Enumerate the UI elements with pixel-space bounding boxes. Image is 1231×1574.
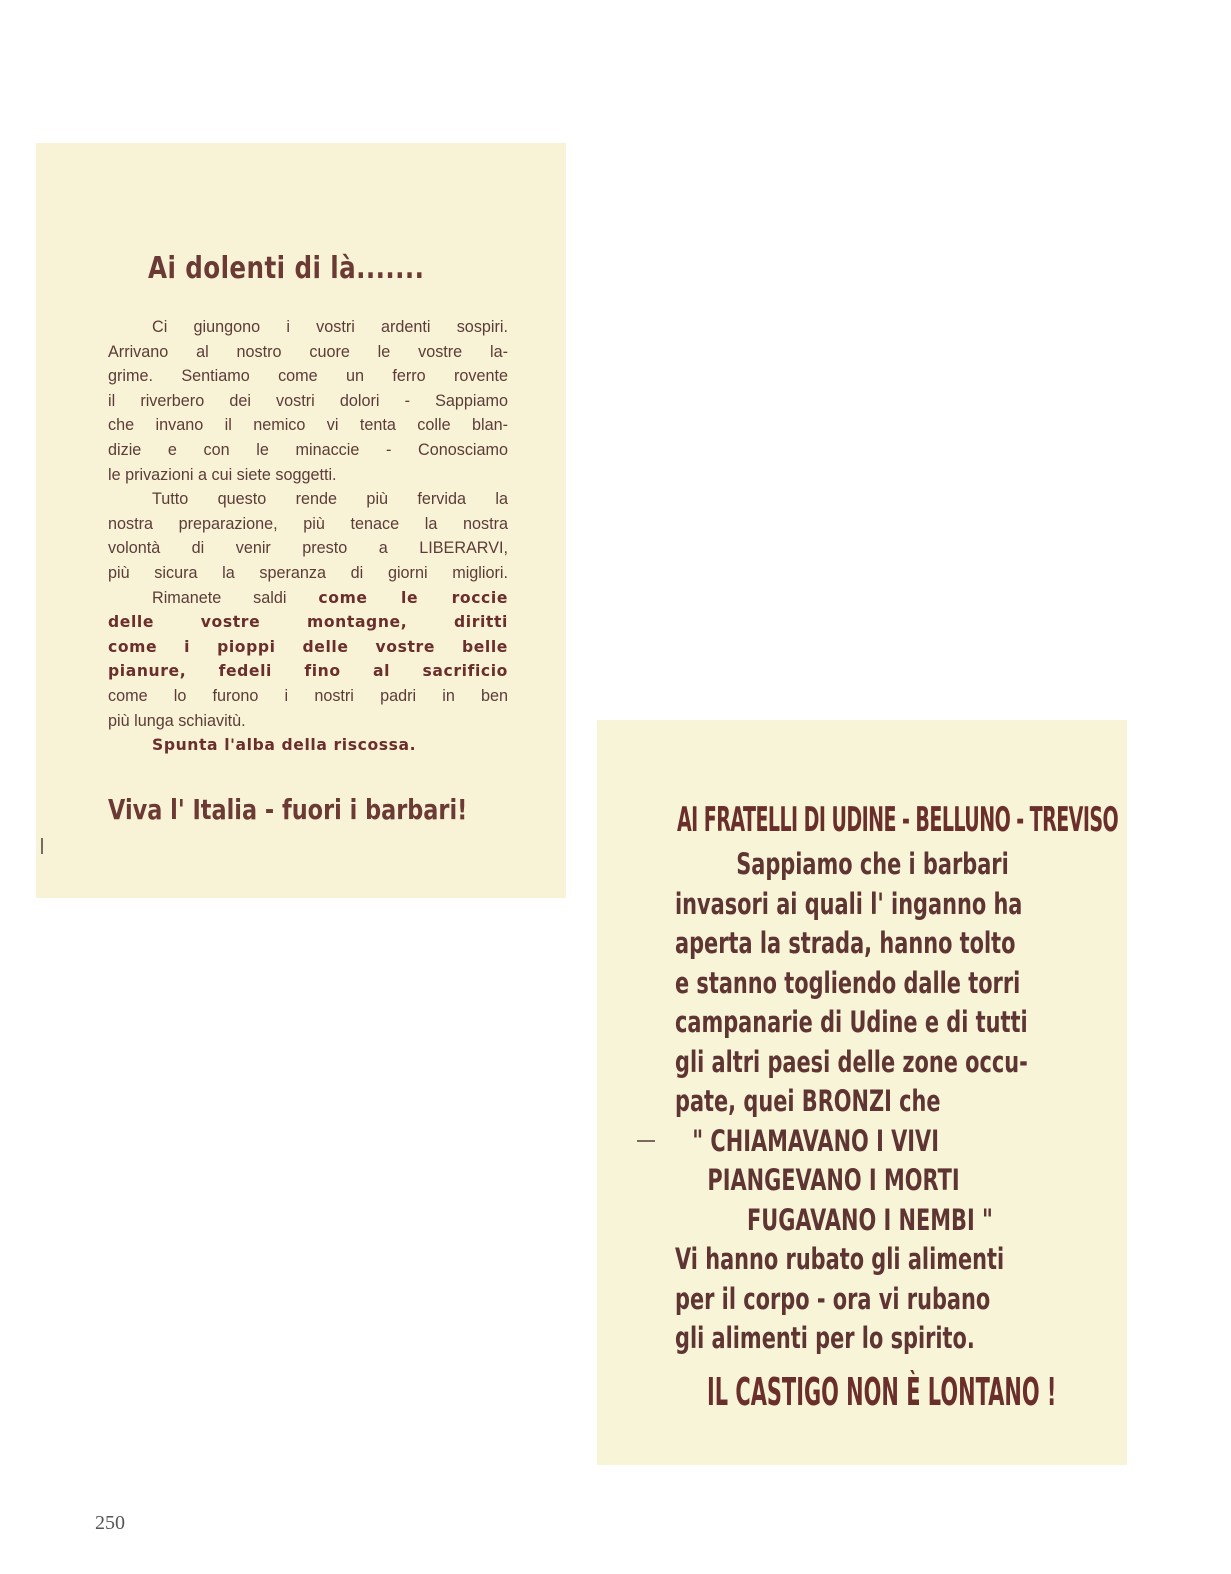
- emphasis-line: pianure, fedeli fino al sacrificio: [108, 662, 508, 681]
- text-line: le privazioni a cui siete soggetti.: [108, 465, 337, 484]
- text-line: pate, quei BRONZI che: [675, 1084, 941, 1118]
- text-line: il riverbero dei vostri dolori - Sappiamo: [108, 391, 508, 410]
- leaflet-ai-dolenti: [36, 143, 566, 898]
- text-line: più sicura la speranza di giorni migliori.: [108, 563, 508, 582]
- leaflet-body: [108, 315, 508, 758]
- text-line: Arrivano al nostro cuore le vostre la-: [108, 342, 508, 361]
- leaflet-closing: IL CASTIGO NON È LONTANO !: [707, 1370, 1057, 1414]
- text-line: Sappiamo che i barbari: [736, 847, 1009, 881]
- text-line: campanarie di Udine e di tutti: [675, 1005, 1028, 1039]
- emphasis-fragment: come le roccie: [318, 588, 508, 607]
- leaflet-title: Ai dolenti di là.......: [148, 251, 425, 286]
- page-number: 250: [95, 1512, 125, 1534]
- text-line: PIANGEVANO I MORTI: [707, 1163, 960, 1197]
- text-line: Ci giungono i vostri ardenti sospiri.: [152, 318, 508, 336]
- leaflet-ai-fratelli: [597, 720, 1127, 1465]
- emphasis-line: Spunta l'alba della riscossa.: [152, 736, 417, 755]
- text-line-mixed: [108, 586, 508, 611]
- text-line: Vi hanno rubato gli alimenti: [675, 1242, 1005, 1276]
- text-line: nostra preparazione, più tenace la nostra: [108, 514, 508, 533]
- text-line: grime. Sentiamo come un ferro rovente: [108, 367, 508, 386]
- text-line: aperta la strada, hanno tolto: [675, 926, 1016, 960]
- text-line: FUGAVANO I NEMBI ": [747, 1202, 993, 1237]
- emphasis-line: delle vostre montagne, diritti: [108, 613, 508, 632]
- leaflet-title: AI FRATELLI DI UDINE - BELLUNO - TREVISO: [677, 800, 1119, 840]
- text-line: gli altri paesi delle zone occu-: [675, 1044, 1028, 1079]
- text-line: Tutto questo rende più fervida la: [152, 490, 508, 509]
- text-line: " CHIAMAVANO I VIVI: [692, 1123, 939, 1158]
- text-line: invasori ai quali l' inganno ha: [675, 886, 1023, 921]
- text-line: più lunga schiavitù.: [108, 711, 246, 730]
- emphasis-line: come i pioppi delle vostre belle: [108, 637, 508, 656]
- text-line: volontà di venir presto a LIBERARVI,: [108, 539, 508, 558]
- text-line: per il corpo - ora vi rubano: [675, 1281, 991, 1316]
- leaflet-closing: Viva l' Italia - fuori i barbari!: [108, 793, 468, 826]
- text-line: dizie e con le minaccie - Conosciamo: [108, 440, 508, 459]
- paper-mark: [41, 838, 43, 854]
- leaflet-body: [675, 845, 1065, 1359]
- text-fragment: Rimanete saldi: [152, 588, 287, 607]
- text-line: gli alimenti per lo spirito.: [675, 1321, 975, 1355]
- text-line: e stanno togliendo dalle torri: [675, 965, 1021, 1000]
- text-line: come lo furono i nostri padri in ben: [108, 686, 508, 705]
- paper-mark: [637, 1140, 655, 1142]
- text-line: che invano il nemico vi tenta colle blan-: [108, 416, 508, 435]
